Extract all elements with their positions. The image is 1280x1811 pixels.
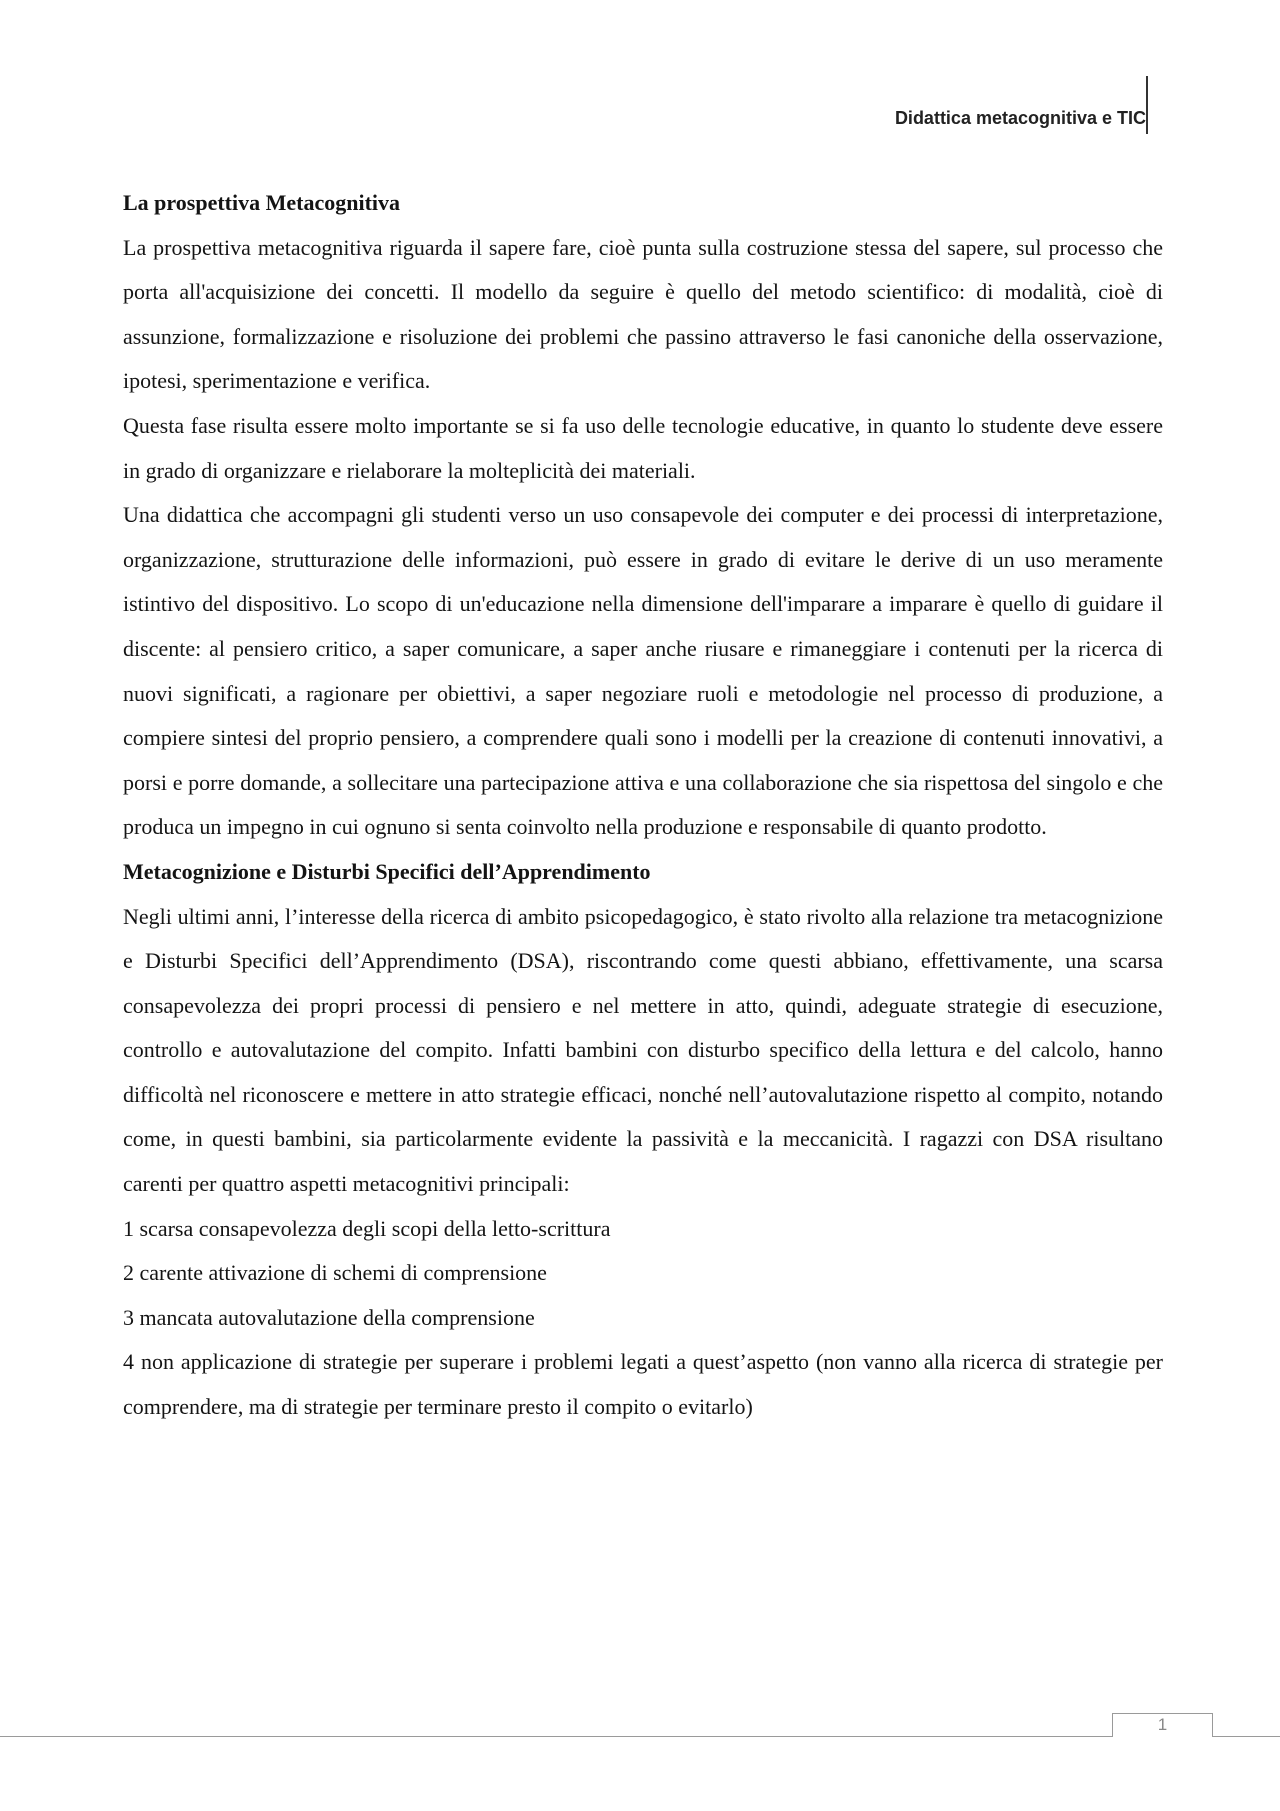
footer-rule-left bbox=[0, 1736, 1112, 1737]
running-header: Didattica metacognitiva e TIC bbox=[894, 108, 1146, 128]
paragraph-2: Questa fase risulta essere molto importante se si fa uso delle tecnologie educative, in quanto lo studente deve essere in grado di organizzare e rielaborare la molteplicità dei materiali. bbox=[123, 412, 1163, 483]
footer-rule-right bbox=[1213, 1736, 1280, 1737]
paragraph-1: La prospettiva metacognitiva riguarda il sapere fare, cioè punta sulla costruzione stessa del sapere, sul processo che porta all'acquisizione dei concetti. Il modello da seguire è quello del metodo scientifico: di modalità, cioè di assunzione, formalizzazione e risoluzione dei problemi che passino attraverso le fasi canoniche della osservazione, ipotesi, sperimentazione e verifica. bbox=[123, 234, 1163, 394]
paragraph-4: Negli ultimi anni, l’interesse della ricerca di ambito psicopedagogico, è stato rivolto alla relazione tra metacognizione e Disturbi Specifici dell’Apprendimento (DSA), riscontrando come questi abbiano, effettivamente, una scarsa consapevolezza dei propri processi di pensiero e nel mettere in atto, quindi, adeguate strategie di esecuzione, controllo e autovalutazione del compito. Infatti bambini con disturbo specifico della lettura e del calcolo, hanno difficoltà nel riconoscere e mettere in atto strategie efficaci, nonché nell’autovalutazione rispetto al compito, notando come, in questi bambini, sia particolarmente evidente la passività e la meccanicità. I ragazzi con DSA risultano carenti per quattro aspetti metacognitivi principali: bbox=[123, 903, 1163, 1197]
document-body bbox=[123, 181, 1163, 1430]
section-heading-prospettiva: La prospettiva Metacognitiva bbox=[123, 190, 401, 215]
page-number: 1 bbox=[1157, 1715, 1168, 1734]
paragraph-3: Una didattica che accompagni gli studenti verso un uso consapevole dei computer e dei processi di interpretazione, organizzazione, strutturazione delle informazioni, può essere in grado di evitare le derive di un uso meramente istintivo del dispositivo. Lo scopo di un'educazione nella dimensione dell'imparare a imparare è quello di guidare il discente: al pensiero critico, a saper comunicare, a saper anche riusare e rimaneggiare i contenuti per la ricerca di nuovi significati, a ragionare per obiettivi, a saper negoziare ruoli e metodologie nel processo di produzione, a compiere sintesi del proprio pensiero, a comprendere quali sono i modelli per la creazione di contenuti innovativi, a porsi e porre domande, a sollecitare una partecipazione attiva e una collaborazione che sia rispettosa del singolo e che produca un impegno in cui ognuno si senta coinvolto nella produzione e responsabile di quanto prodotto. bbox=[123, 502, 1163, 840]
list-item: 3 mancata autovalutazione della comprensione bbox=[123, 1304, 535, 1330]
list-item: 2 carente attivazione di schemi di comprensione bbox=[123, 1260, 547, 1286]
header-divider bbox=[1146, 76, 1148, 134]
section-heading-dsa: Metacognizione e Disturbi Specifici dell’Apprendimento bbox=[123, 858, 651, 884]
list-item: 4 non applicazione di strategie per superare i problemi legati a quest’aspetto (non vanno alla ricerca di strategie per comprendere, ma di strategie per terminare presto il compito o evitarlo) bbox=[123, 1349, 1163, 1420]
list-item: 1 scarsa consapevolezza degli scopi della letto-scrittura bbox=[123, 1215, 611, 1241]
